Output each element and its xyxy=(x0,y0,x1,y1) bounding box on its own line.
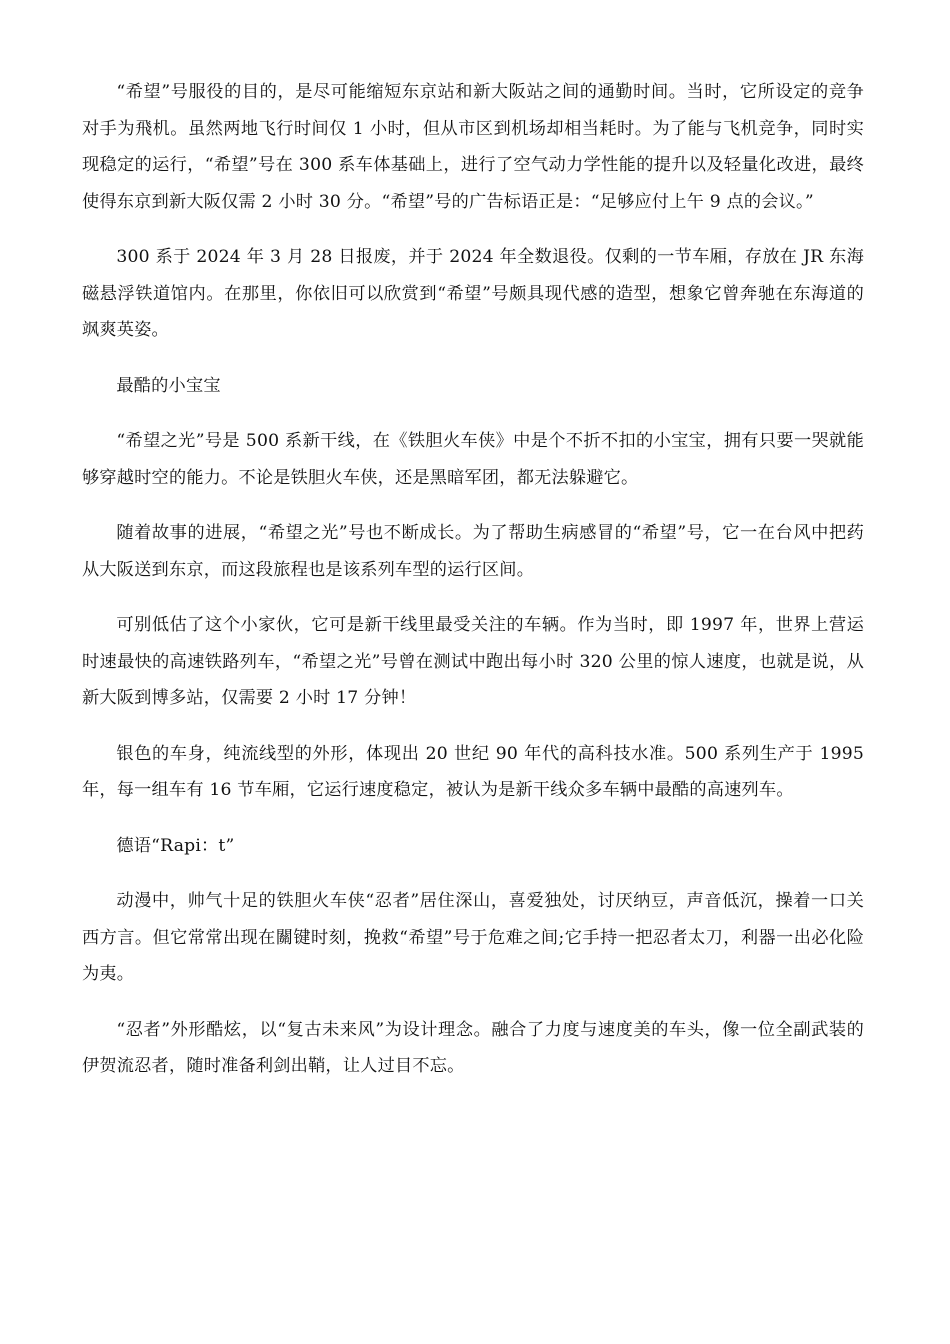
paragraph-ninja-design: “忍者”外形酷炫，以“复古未来风”为设计理念。融合了力度与速度美的车头，像一位全副武装的伊贺流忍者，随时准备利剑出鞘，让人过目不忘。 xyxy=(82,1019,864,1076)
paragraph-500-series-design: 银色的车身，纯流线型的外形，体现出 20 世纪 90 年代的高科技水准。500 系列生产于 1995 年，每一组车有 16 节车厢，它运行速度稳定，被认为是新干线众多车辆中最酷的高速列车。 xyxy=(82,743,864,800)
section-heading-coolest-baby: 最酷的小宝宝 xyxy=(116,375,221,396)
paragraph-hikari-speed: 可别低估了这个小家伙，它可是新干线里最受关注的车辆。作为当时，即 1997 年，世界上营运时速最快的高速铁路列车，“希望之光”号曾在测试中跑出每小时 320 公里的惊人速度，也就是说，从新大阪到博多站，仅需要 2 小时 17 分钟！ xyxy=(82,615,864,708)
section-heading-rapit: 德语“Rapi：t” xyxy=(116,835,235,856)
paragraph-nozomi-purpose: “希望”号服役的目的，是尽可能缩短东京站和新大阪站之间的通勤时间。当时，它所设定的竞争对手为飛机。虽然两地飞行时间仅 1 小时，但从市区到机场却相当耗时。为了能与飞机竞争，同时实现稳定的运行，“希望”号在 300 系车体基础上，进行了空气动力学性能的提升以及轻量化改进，最终使得东京到新大阪仅需 2 小时 30 分。“希望”号的广告标语正是：“足够应付上午 9 点的会议。” xyxy=(82,82,864,212)
paragraph-ninja-character: 动漫中，帅气十足的铁胆火车侠“忍者”居住深山，喜爱独处，讨厌纳豆，声音低沉，操着一口关西方言。但它常常出现在關键时刻，挽救“希望”号于危难之间;它手持一把忍者太刀，利器一出必化险为夷。 xyxy=(82,891,864,984)
paragraph-hikari-intro: “希望之光”号是 500 系新干线，在《铁胆火车侠》中是个不折不扣的小宝宝，拥有只要一哭就能够穿越时空的能力。不论是铁胆火车侠，还是黑暗军团，都无法躲避它。 xyxy=(82,431,864,488)
paragraph-hikari-growth: 随着故事的进展，“希望之光”号也不断成长。为了帮助生病感冒的“希望”号，它一在台风中把药从大阪送到东京，而这段旅程也是该系列车型的运行区间。 xyxy=(82,523,864,580)
paragraph-300-series-retirement: 300 系于 2024 年 3 月 28 日报废，并于 2024 年全数退役。仅剩的一节车厢，存放在 JR 东海磁悬浮铁道馆内。在那里，你依旧可以欣赏到“希望”号颇具现代感的造型，想象它曾奔驰在东海道的飒爽英姿。 xyxy=(82,247,864,340)
